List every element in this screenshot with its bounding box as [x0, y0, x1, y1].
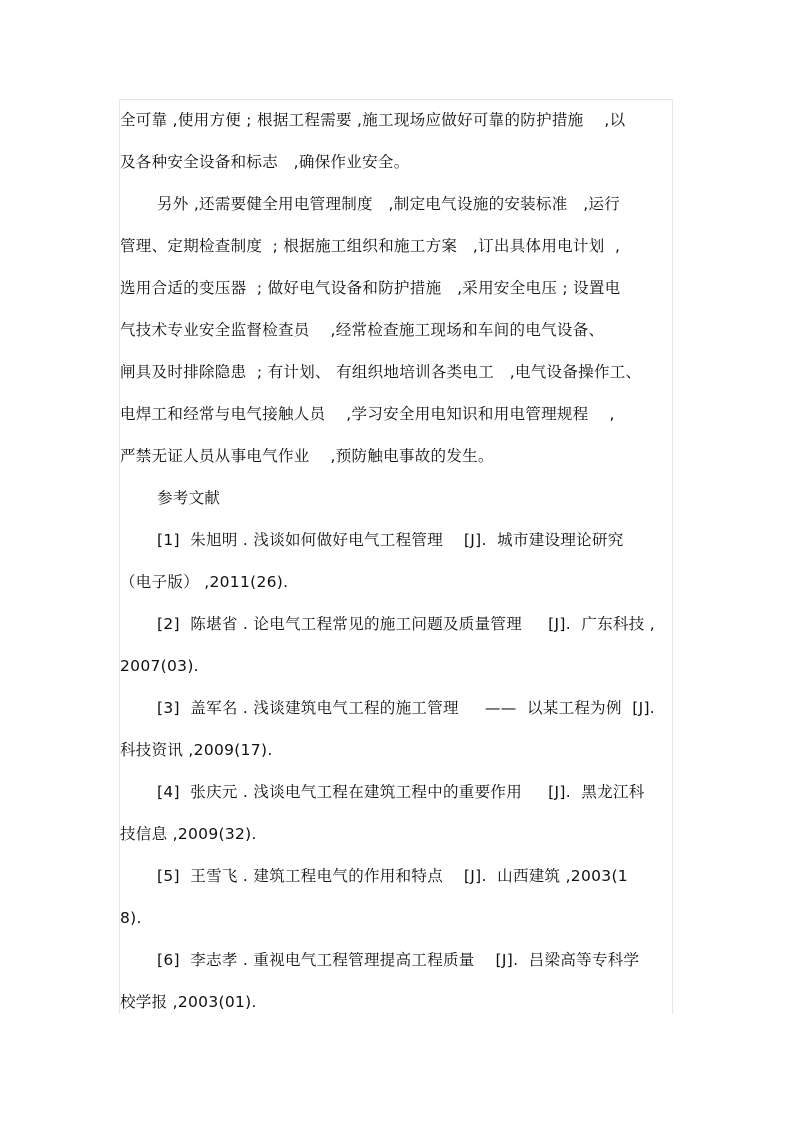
reference-line: （电子版） ,2011(26).: [120, 573, 289, 591]
reference-line: [3] 盖军名 . 浅谈建筑电气工程的施工管理 —— 以某工程为例 [J].: [157, 699, 656, 717]
text-line: 电焊工和经常与电气接触人员 ,学习安全用电知识和用电管理规程 ,: [120, 405, 615, 423]
text-line: 气技术专业安全监督检查员 ,经常检查施工现场和车间的电气设备、: [120, 321, 605, 339]
reference-line: [4] 张庆元 . 浅谈电气工程在建筑工程中的重要作用 [J]. 黑龙江科: [157, 783, 645, 801]
reference-line: 科技资讯 ,2009(17).: [120, 741, 273, 759]
reference-line: 校学报 ,2003(01).: [120, 993, 257, 1011]
text-line: 选用合适的变压器 ; 做好电气设备和防护措施 ,采用安全电压 ; 设置电: [120, 279, 621, 297]
text-line: 全可靠 ,使用方便 ; 根据工程需要 ,施工现场应做好可靠的防护措施 ,以: [120, 111, 626, 129]
reference-line: 技信息 ,2009(32).: [120, 825, 257, 843]
references-heading: 参考文献: [157, 489, 221, 507]
text-line: 管理、定期检查制度 ; 根据施工组织和施工方案 ,订出具体用电计划 ,: [120, 237, 621, 255]
reference-line: 8).: [120, 909, 142, 927]
reference-line: [2] 陈堪省 . 论电气工程常见的施工问题及质量管理 [J]. 广东科技 ,: [157, 615, 656, 633]
reference-line: [6] 李志孝 . 重视电气工程管理提高工程质量 [J]. 吕梁高等专科学: [157, 951, 640, 969]
text-line: 闸具及时排除隐患 ; 有计划、 有组织地培训各类电工 ,电气设备操作工、: [120, 363, 642, 381]
reference-line: 2007(03).: [120, 657, 199, 675]
text-line: 另外 ,还需要健全用电管理制度 ,制定电气设施的安装标准 ,运行: [157, 195, 621, 213]
text-line: 严禁无证人员从事电气作业 ,预防触电事故的发生。: [120, 447, 494, 465]
reference-line: [5] 王雪飞 . 建筑工程电气的作用和特点 [J]. 山西建筑 ,2003(1: [157, 867, 628, 885]
text-line: 及各种安全设备和标志 ,确保作业安全。: [120, 153, 410, 171]
reference-line: [1] 朱旭明 . 浅谈如何做好电气工程管理 [J]. 城市建设理论研究: [157, 531, 624, 549]
